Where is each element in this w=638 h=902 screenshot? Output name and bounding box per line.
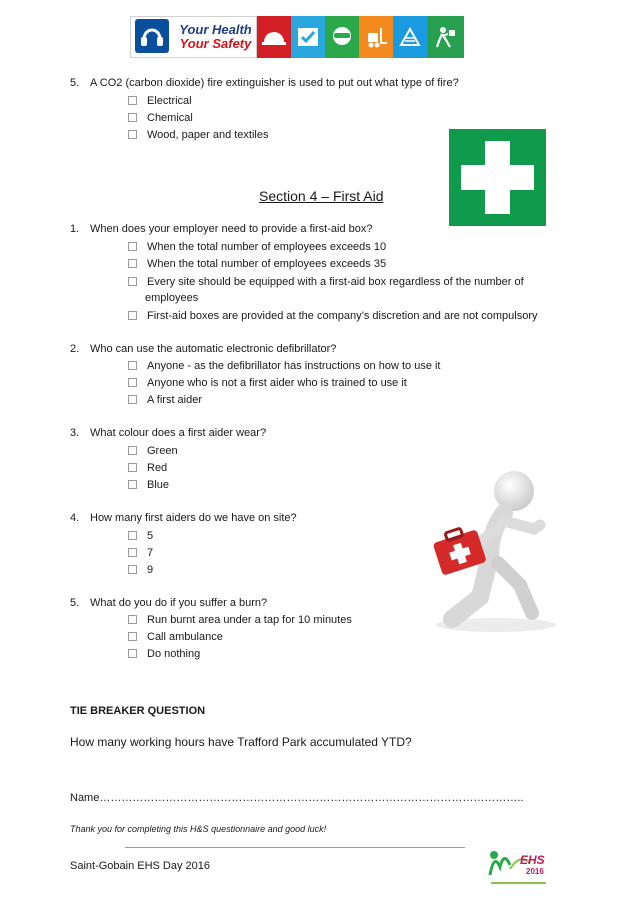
option[interactable] — [128, 445, 178, 457]
option[interactable] — [128, 241, 386, 253]
question-2 — [70, 343, 336, 355]
option-label: A first aider — [147, 394, 203, 406]
question-3 — [70, 427, 266, 439]
checkbox[interactable] — [128, 649, 137, 658]
logo-year-text: 2016 — [526, 867, 544, 876]
option[interactable] — [128, 258, 386, 270]
question-text: A CO2 (carbon dioxide) fire extinguisher is used to put out what type of fire? — [90, 77, 459, 89]
question-text: What colour does a first aider wear? — [90, 427, 267, 439]
option-label: Run burnt area under a tap for 10 minutes — [147, 614, 352, 626]
option-label: Green — [147, 445, 178, 457]
checkbox[interactable] — [128, 531, 137, 540]
checkbox[interactable] — [128, 395, 137, 404]
running-figure-with-first-aid-kit-icon — [416, 465, 566, 640]
checkbox[interactable] — [128, 277, 137, 286]
checkbox[interactable] — [128, 565, 137, 574]
option-label: When the total number of employees exceeds 35 — [147, 258, 387, 270]
tie-breaker-heading: TIE BREAKER QUESTION — [70, 705, 206, 717]
option-label: Anyone - as the defibrillator has instructions on how to use it — [147, 360, 441, 372]
option-label: Blue — [147, 479, 170, 491]
option-label: When the total number of employees exceeds 10 — [147, 241, 387, 253]
question-text: Who can use the automatic electronic defibrillator? — [90, 343, 337, 355]
option[interactable] — [128, 95, 192, 107]
name-field[interactable]: Name…………………………………………………………………………………………………….. — [70, 792, 524, 804]
checkbox[interactable] — [128, 242, 137, 251]
question-number: 5. — [70, 77, 80, 89]
option[interactable] — [128, 547, 153, 559]
question-4 — [70, 512, 297, 524]
footer-rule — [125, 847, 465, 848]
question-number: 3. — [70, 427, 80, 439]
option[interactable] — [128, 648, 200, 660]
option[interactable] — [128, 614, 352, 626]
option[interactable] — [128, 129, 268, 141]
option-label: 5 — [147, 530, 154, 542]
option[interactable] — [128, 112, 193, 124]
logo-ehs-text: EHS — [520, 853, 545, 867]
thank-you-note: Thank you for completing this H&S questionnaire and good luck! — [70, 824, 327, 834]
option-label: Do nothing — [147, 648, 201, 660]
question-5 — [70, 597, 267, 609]
option[interactable] — [128, 462, 167, 474]
header-banner — [130, 16, 496, 58]
tie-breaker-question: How many working hours have Trafford Park accumulated YTD? — [70, 735, 412, 749]
option[interactable] — [128, 310, 538, 322]
option[interactable] — [128, 276, 524, 288]
question-1 — [70, 223, 373, 235]
ehs-day-logo — [486, 845, 556, 887]
option-label: Chemical — [147, 112, 193, 124]
option[interactable] — [128, 530, 153, 542]
question-number: 2. — [70, 343, 80, 355]
option-label: First-aid boxes are provided at the company’s discretion and are not compulsory — [147, 310, 538, 322]
banner-line2: Your Safety — [179, 36, 252, 51]
safety-goggles-icon — [325, 16, 359, 58]
question-text: How many first aiders do we have on site? — [90, 512, 297, 524]
chemical-icon — [393, 16, 427, 58]
ear-protection-icon — [135, 19, 169, 53]
first-aid-cross-icon — [449, 129, 546, 226]
checkbox[interactable] — [128, 96, 137, 105]
forklift-icon — [359, 16, 393, 58]
option-continued: employees — [145, 292, 199, 304]
checkbox[interactable] — [128, 113, 137, 122]
question-number: 5. — [70, 597, 80, 609]
checkbox[interactable] — [128, 446, 137, 455]
checkbox[interactable] — [128, 378, 137, 387]
question-text: When does your employer need to provide a first-aid box? — [90, 223, 373, 235]
option[interactable] — [128, 479, 169, 491]
checkbox[interactable] — [128, 548, 137, 557]
option[interactable] — [128, 631, 223, 643]
question-number: 4. — [70, 512, 80, 524]
checkbox[interactable] — [128, 632, 137, 641]
option-label: Electrical — [147, 95, 192, 107]
section-title: Section 4 – First Aid — [259, 188, 384, 204]
banner-line1: Your Health — [179, 22, 252, 37]
worker-icon — [427, 16, 464, 58]
checkmark-icon — [291, 16, 325, 58]
question-prev-5 — [70, 77, 459, 89]
option[interactable] — [128, 360, 441, 372]
option-label: Call ambulance — [147, 631, 223, 643]
checkbox[interactable] — [128, 480, 137, 489]
option-label: Wood, paper and textiles — [147, 129, 269, 141]
checkbox[interactable] — [128, 259, 137, 268]
banner-logo — [130, 16, 257, 58]
question-text: What do you do if you suffer a burn? — [90, 597, 268, 609]
option-label: 7 — [147, 547, 154, 559]
question-number: 1. — [70, 223, 80, 235]
option[interactable] — [128, 564, 153, 576]
hard-hat-icon — [257, 16, 291, 58]
checkbox[interactable] — [128, 130, 137, 139]
footer-text: Saint-Gobain EHS Day 2016 — [70, 860, 211, 872]
checkbox[interactable] — [128, 311, 137, 320]
option-label: Red — [147, 462, 168, 474]
option-label: 9 — [147, 564, 154, 576]
option[interactable] — [128, 377, 407, 389]
option-label: Every site should be equipped with a first-aid box regardless of the number of — [147, 276, 524, 288]
checkbox[interactable] — [128, 463, 137, 472]
checkbox[interactable] — [128, 361, 137, 370]
option[interactable] — [128, 394, 202, 406]
checkbox[interactable] — [128, 615, 137, 624]
option-label: Anyone who is not a first aider who is trained to use it — [147, 377, 407, 389]
